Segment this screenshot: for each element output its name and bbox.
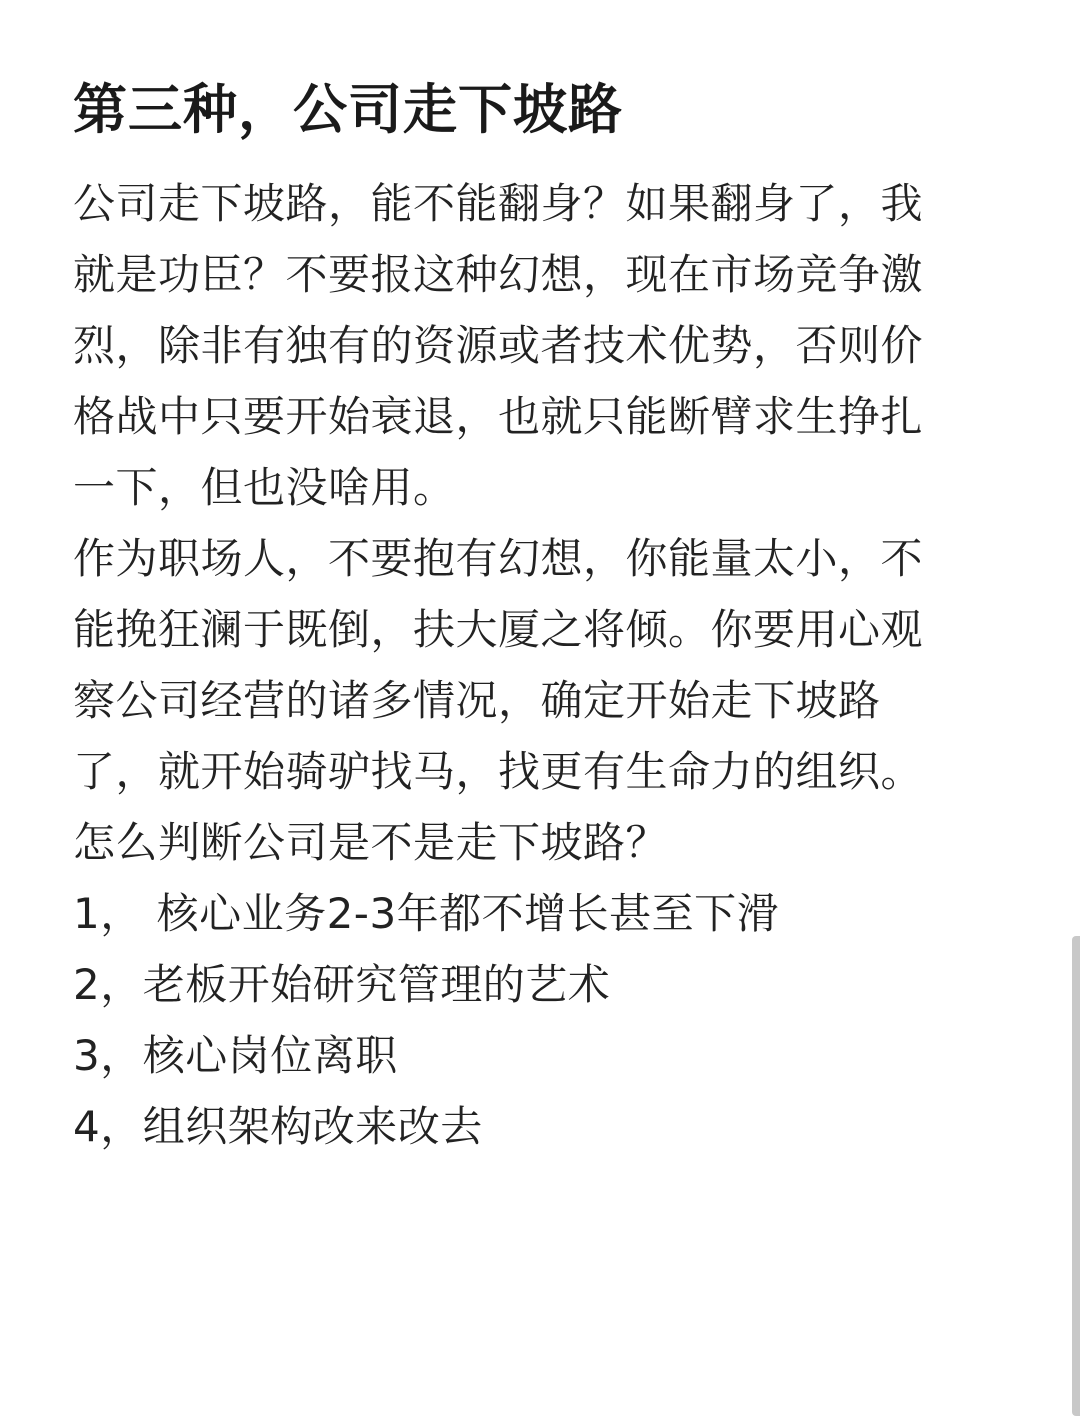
list-item: 2，老板开始研究管理的艺术 <box>73 960 611 1009</box>
article-title: 第三种，公司走下坡路 <box>73 78 623 141</box>
body-line: 公司走下坡路，能不能翻身？如果翻身了，我 <box>73 179 924 228</box>
list-item: 3，核心岗位离职 <box>73 1031 398 1080</box>
body-line: 作为职场人，不要抱有幻想，你能量太小，不 <box>73 534 924 583</box>
body-line: 察公司经营的诸多情况，确定开始走下坡路 <box>73 676 881 725</box>
list-item: 1， 核心业务2-3年都不增长甚至下滑 <box>73 889 780 938</box>
body-line: 怎么判断公司是不是走下坡路？ <box>73 818 669 867</box>
body-line: 格战中只要开始衰退，也就只能断臂求生挣扎 <box>73 392 924 441</box>
body-line: 了，就开始骑驴找马，找更有生命力的组织。 <box>73 747 924 796</box>
body-line: 能挽狂澜于既倒，扶大厦之将倾。你要用心观 <box>73 605 924 654</box>
scrollbar[interactable] <box>1072 936 1080 1416</box>
body-line: 一下，但也没啥用。 <box>73 463 456 512</box>
list-item: 4，组织架构改来改去 <box>73 1102 483 1151</box>
article-body <box>73 168 996 1162</box>
body-line: 烈，除非有独有的资源或者技术优势，否则价 <box>73 321 924 370</box>
body-line: 就是功臣？不要报这种幻想，现在市场竞争激 <box>73 250 924 299</box>
